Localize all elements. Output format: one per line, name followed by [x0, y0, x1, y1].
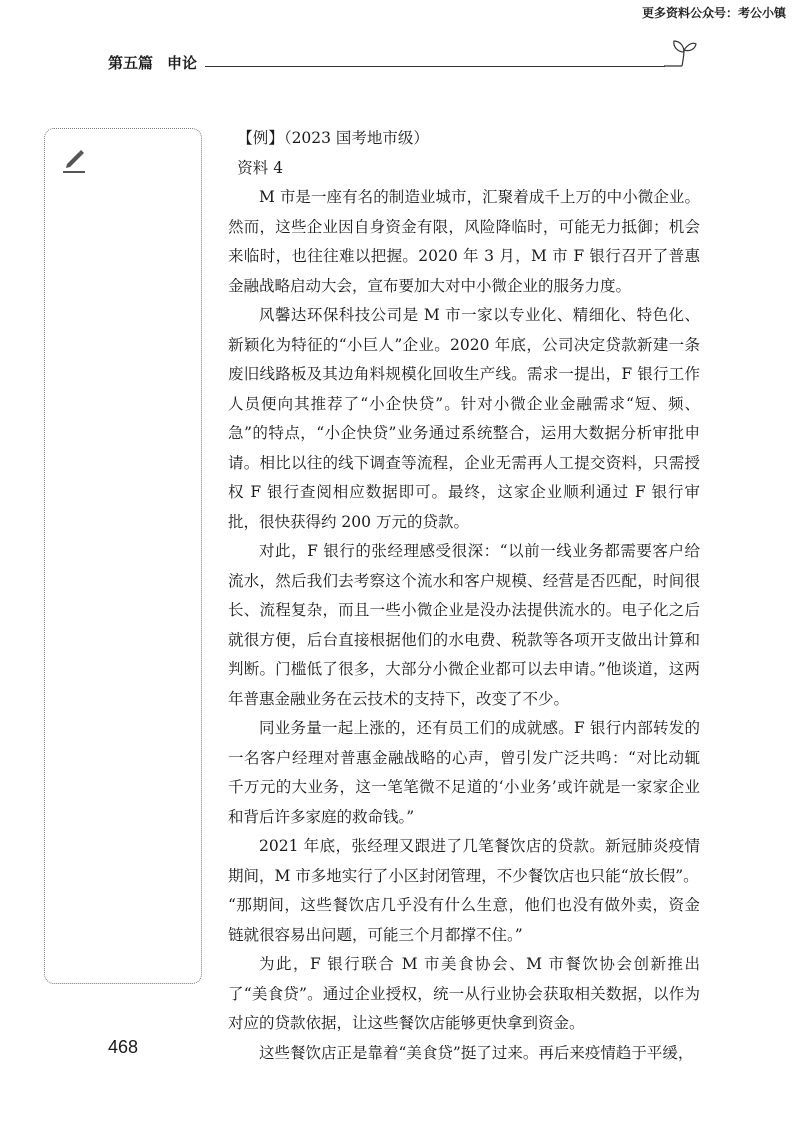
example-heading [228, 124, 700, 154]
pencil-icon [59, 143, 91, 175]
paragraph: 同业务量一起上涨的，还有员工们的成就感。F 银行内部转发的一名客户经理对普惠金融战略的心声，曾引发广泛共鸣：“对比动辄千万元的大业务，这一笔笔微不足道的‘小业务’或许就是一家家企业和背后许多家庭的救命钱。” [228, 719, 700, 826]
header-rule [205, 66, 665, 67]
main-content [228, 124, 700, 1068]
paragraph: M 市是一座有名的制造业城市，汇聚着成千上万的中小微企业。然而，这些企业因自身资金有限，风险降临时，可能无力抵御；机会来临时，也往往难以把握。2020 年 3 月，M 市 F 银行召开了普惠金融战略启动大会，宣布要加大对中小微企业的服务力度。 [228, 188, 700, 295]
page-number: 468 [108, 1037, 139, 1057]
page-header [108, 52, 197, 73]
sprout-icon [662, 38, 698, 72]
example-source: （2023 国考地市级） [283, 129, 429, 147]
paragraph: 为此，F 银行联合 M 市美食协会、M 市餐饮协会创新推出了“美食贷”。通过企业授权，统一从行业协会获取相关数据，以作为对应的贷款依据，让这些餐饮店能够更快拿到资金。 [228, 955, 700, 1032]
paragraph: 这些餐饮店正是靠着“美食贷”挺了过来。再后来疫情趋于平缓， [259, 1043, 694, 1062]
header-part: 第五篇 [108, 54, 154, 72]
paragraph: 风馨达环保科技公司是 M 市一家以专业化、精细化、特色化、新颖化为特征的“小巨人”企业。2020 年底，公司决定贷款新建一条废旧线路板及其边角料规模化回收生产线。需求一提出，F 银行工作人员便向其推荐了“小企快贷”。针对小微企业金融需求“短、频、急”的特点，“小企快贷”业务通过系统整合，运用大数据分析审批申请。相比以往的线下调查等流程，企业无需再人工提交资料，只需授权 F 银行查阅相应数据即可。最终，这家企业顺利通过 F 银行审批，很快获得约 200 万元的贷款。 [228, 306, 700, 531]
paragraph: “那期间，这些餐饮店几乎没有什么生意，他们也没有做外卖，资金链就很容易出问题，可能三个月都撑不住。” [228, 896, 700, 944]
notes-sidebar [44, 128, 202, 984]
paragraph: 对此，F 银行的张经理感受很深：“以前一线业务都需要客户给流水，然后我们去考察这个流水和客户规模、经营是否匹配，时间很长、流程复杂，而且一些小微企业是没办法提供流水的。电子化之后就很方便，后台直接根据他们的水电费、税款等各项开支做出计算和判断。门槛低了很多，大部分小微企业都可以去申请。”他谈道，这两年普惠金融业务在云技术的支持下，改变了不少。 [228, 542, 700, 708]
paragraph: 2021 年底，张经理又跟进了几笔餐饮店的贷款。新冠肺炎疫情期间，M 市多地实行了小区封闭管理，不少餐饮店也只能“放长假”。 [228, 837, 700, 885]
example-label: 【例】 [237, 129, 284, 147]
header-section: 申论 [167, 54, 198, 72]
material-title: 资料 4 [237, 158, 284, 177]
watermark-text: 更多资料公众号：考公小镇 [641, 6, 786, 20]
